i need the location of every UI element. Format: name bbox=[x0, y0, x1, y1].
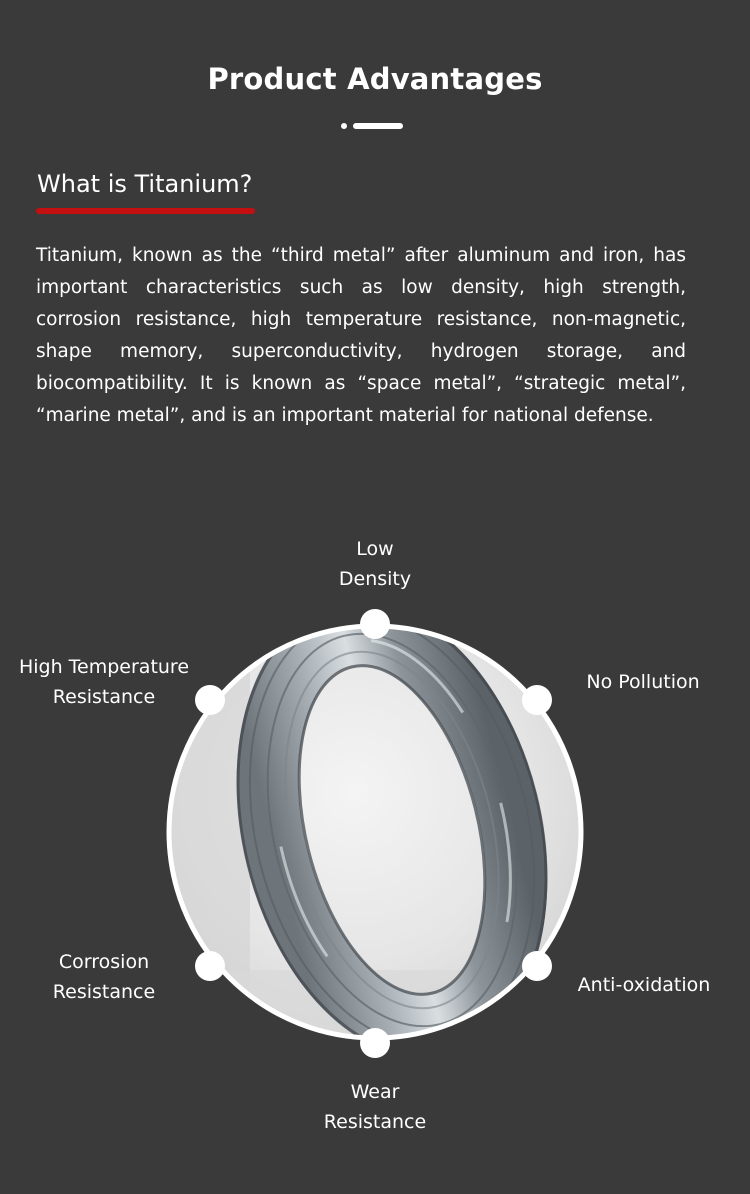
dot-corrosion-resistance bbox=[195, 951, 225, 981]
feature-wear-resistance bbox=[305, 1077, 445, 1137]
title-decoration-dot bbox=[341, 123, 347, 129]
feature-anti-oxidation-line1: Anti-oxidation bbox=[577, 974, 711, 996]
title-decoration-bar bbox=[353, 123, 403, 129]
feature-no-pollution-line1: No Pollution bbox=[586, 671, 700, 693]
section-heading: What is Titanium? bbox=[37, 170, 253, 198]
feature-corrosion-resistance-line2: Resistance bbox=[52, 981, 156, 1003]
feature-corrosion-resistance bbox=[34, 947, 174, 1007]
dot-low-density bbox=[360, 609, 390, 639]
feature-high-temperature-resistance-line1: High Temperature bbox=[18, 656, 190, 678]
title-decoration bbox=[0, 123, 750, 129]
feature-anti-oxidation bbox=[570, 970, 718, 1000]
feature-wear-resistance-line2: Resistance bbox=[323, 1111, 427, 1133]
dot-wear-resistance bbox=[360, 1028, 390, 1058]
feature-low-density-line2: Density bbox=[338, 568, 412, 590]
section-heading-underline bbox=[36, 208, 255, 214]
feature-low-density bbox=[315, 534, 435, 594]
dot-high-temperature-resistance bbox=[195, 685, 225, 715]
feature-no-pollution bbox=[570, 667, 716, 697]
dot-anti-oxidation bbox=[522, 951, 552, 981]
dot-no-pollution bbox=[522, 685, 552, 715]
feature-high-temperature-resistance bbox=[14, 652, 194, 712]
feature-high-temperature-resistance-line2: Resistance bbox=[52, 686, 156, 708]
titanium-wire-coil-image bbox=[160, 571, 591, 1089]
feature-corrosion-resistance-line1: Corrosion bbox=[58, 951, 150, 973]
page-title: Product Advantages bbox=[207, 62, 543, 96]
feature-low-density-line1: Low bbox=[356, 538, 394, 560]
feature-wear-resistance-line1: Wear bbox=[350, 1081, 400, 1103]
intro-paragraph: Titanium, known as the “third metal” after aluminum and iron, has important characteristics such as low density, high strength, corrosion resistance, high temperature resistance, non-magnetic, shape memory, superconductivity, hydrogen storage, and biocompatibility. It is known as “space metal”, “strategic metal”, “marine metal”, and is an important material for national defense. bbox=[36, 245, 686, 426]
advantages-diagram bbox=[0, 500, 750, 1180]
